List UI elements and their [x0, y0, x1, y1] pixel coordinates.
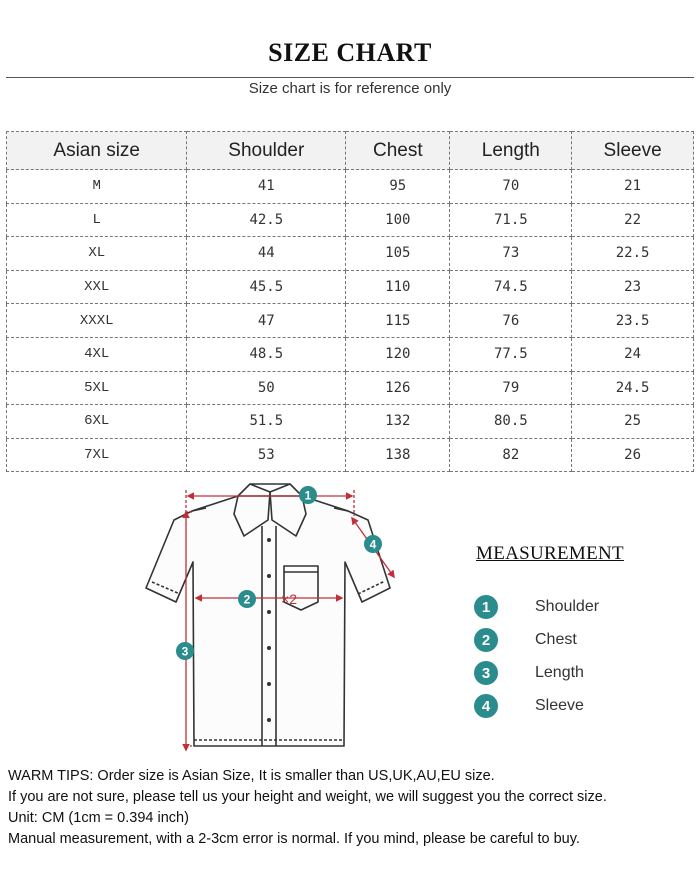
cell-shoulder: 45.5	[187, 270, 346, 304]
cell-shoulder: 51.5	[187, 405, 346, 439]
header-asian-size: Asian size	[7, 132, 187, 170]
cell-sleeve: 25	[572, 405, 694, 439]
marker-1-icon	[299, 486, 317, 504]
size-table	[6, 131, 694, 472]
marker-4-icon	[364, 535, 382, 553]
table-row	[7, 371, 694, 405]
cell-length: 70	[450, 170, 572, 204]
tip-line: WARM TIPS: Order size is Asian Size, It is smaller than US,UK,AU,EU size.	[8, 768, 495, 784]
measurement-label: Shoulder	[535, 598, 600, 615]
cell-size: XXXL	[7, 304, 187, 338]
shirt-measurement-diagram	[130, 478, 400, 760]
page-title: SIZE CHART	[268, 38, 432, 67]
table-row	[7, 270, 694, 304]
cell-size: 7XL	[7, 438, 187, 472]
cell-chest: 105	[346, 237, 450, 271]
cell-shoulder: 47	[187, 304, 346, 338]
tip-line: Manual measurement, with a 2-3cm error is normal. If you mind, please be careful to buy.	[8, 831, 580, 847]
measurement-item-shoulder	[474, 594, 600, 620]
cell-shoulder: 44	[187, 237, 346, 271]
table-header-row	[7, 132, 694, 170]
table-row	[7, 203, 694, 237]
cell-size: 5XL	[7, 371, 187, 405]
cell-chest: 138	[346, 438, 450, 472]
header-length: Length	[450, 132, 572, 170]
cell-chest: 126	[346, 371, 450, 405]
cell-shoulder: 53	[187, 438, 346, 472]
table-row	[7, 237, 694, 271]
measurement-title: MEASUREMENT	[476, 543, 624, 564]
cell-chest: 132	[346, 405, 450, 439]
title-divider	[6, 77, 694, 78]
marker-3-icon	[176, 642, 194, 660]
header-sleeve: Sleeve	[572, 132, 694, 170]
svg-text:4: 4	[369, 537, 377, 552]
cell-length: 73	[450, 237, 572, 271]
measurement-item-sleeve	[474, 693, 584, 719]
cell-shoulder: 42.5	[187, 203, 346, 237]
header-shoulder: Shoulder	[187, 132, 346, 170]
header-chest: Chest	[346, 132, 450, 170]
cell-sleeve: 24	[572, 337, 694, 371]
svg-text:3: 3	[181, 644, 189, 659]
cell-length: 82	[450, 438, 572, 472]
cell-chest: 95	[346, 170, 450, 204]
table-row	[7, 337, 694, 371]
cell-shoulder: 50	[187, 371, 346, 405]
cell-shoulder: 41	[187, 170, 346, 204]
measurement-label: Sleeve	[535, 697, 584, 714]
measurement-label: Length	[535, 664, 584, 681]
cell-sleeve: 22.5	[572, 237, 694, 271]
shirt-outline	[146, 484, 390, 746]
cell-chest: 100	[346, 203, 450, 237]
cell-size: 4XL	[7, 337, 187, 371]
cell-size: XL	[7, 237, 187, 271]
cell-sleeve: 23	[572, 270, 694, 304]
cell-size: XXL	[7, 270, 187, 304]
svg-text:2: 2	[243, 592, 251, 607]
measurement-item-chest	[474, 627, 577, 653]
cell-length: 77.5	[450, 337, 572, 371]
cell-size: M	[7, 170, 187, 204]
warm-tips	[8, 766, 696, 850]
measurement-item-length	[474, 660, 584, 686]
page-subtitle: Size chart is for reference only	[248, 80, 452, 97]
cell-chest: 120	[346, 337, 450, 371]
cell-shoulder: 48.5	[187, 337, 346, 371]
table-row	[7, 304, 694, 338]
cell-length: 71.5	[450, 203, 572, 237]
cell-length: 80.5	[450, 405, 572, 439]
table-row	[7, 438, 694, 472]
cell-sleeve: 26	[572, 438, 694, 472]
number-3-icon: 3	[474, 661, 498, 685]
cell-sleeve: 22	[572, 203, 694, 237]
cell-sleeve: 23.5	[572, 304, 694, 338]
tip-line: Unit: CM (1cm = 0.394 inch)	[8, 810, 189, 826]
table-row	[7, 170, 694, 204]
cell-sleeve: 21	[572, 170, 694, 204]
cell-chest: 110	[346, 270, 450, 304]
tip-line: If you are not sure, please tell us your height and weight, we will suggest you the correct size.	[8, 789, 607, 805]
measurement-label: Chest	[535, 631, 577, 648]
cell-size: L	[7, 203, 187, 237]
number-1-icon: 1	[474, 595, 498, 619]
cell-length: 74.5	[450, 270, 572, 304]
marker-2-icon	[238, 590, 256, 608]
table-row	[7, 405, 694, 439]
cell-chest: 115	[346, 304, 450, 338]
number-4-icon: 4	[474, 694, 498, 718]
cell-size: 6XL	[7, 405, 187, 439]
cell-length: 76	[450, 304, 572, 338]
chest-multiplier: ×2	[281, 591, 297, 607]
number-2-icon: 2	[474, 628, 498, 652]
svg-text:1: 1	[304, 488, 312, 503]
cell-sleeve: 24.5	[572, 371, 694, 405]
cell-length: 79	[450, 371, 572, 405]
